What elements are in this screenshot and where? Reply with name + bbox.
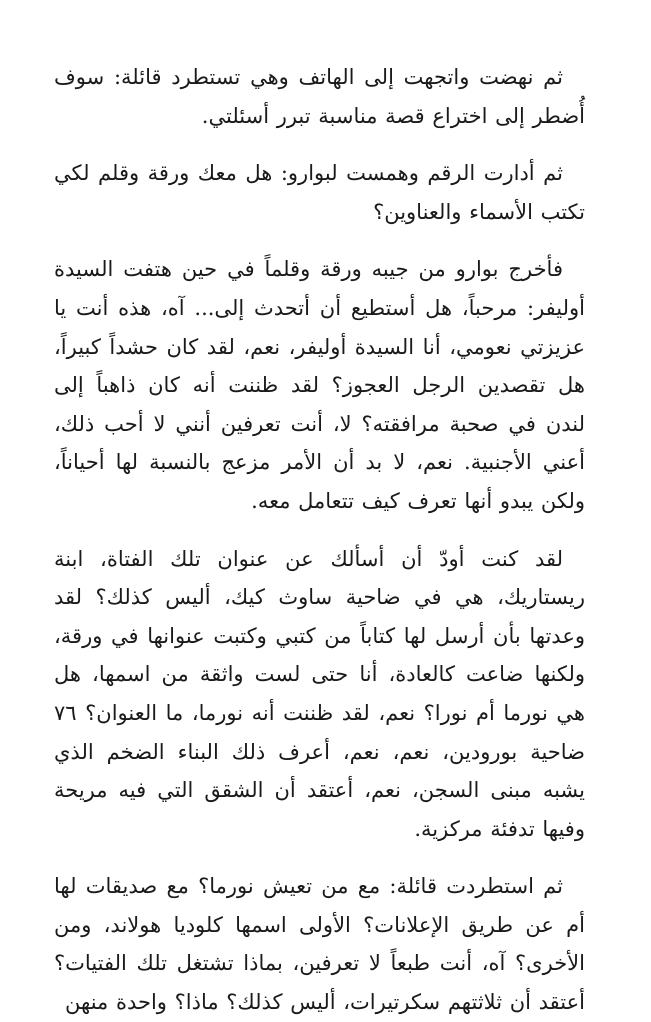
paragraph-4: لقد كنت أودّ أن أسألك عن عنوان تلك الفتاة، ابنة ريستاريك، هي في ضاحية ساوث كيك، أليس كذلك؟ لقد وعدتها بأن أرسل لها كتاباً من كتبي وكتبت عنوانها في ورقة، ولكنها ضاعت كالعادة، أنا حتى لست واثقة من اسمها، هل هي نورما أم نورا؟ نعم، لقد ظننت أنه نورما، ما العنوان؟ ٧٦ ضاحية بورودين، نعم، نعم، أعرف ذلك البناء الضخم الذي يشبه مبنى السجن، نعم، أعتقد أن الشقق التي فيه مريحة وفيها تدفئة مركزية. xyxy=(54,546,585,841)
paragraph-1: ثم نهضت واتجهت إلى الهاتف وهي تستطرد قائلة: سوف أُضطر إلى اختراع قصة مناسبة تبرر أسئلتي. xyxy=(54,65,585,128)
paragraph-5: ثم استطردت قائلة: مع من تعيش نورما؟ مع صديقات لها أم عن طريق الإعلانات؟ الأولى اسمها كلوديا هولاند، ومن الأخرى؟ آه، أنت طبعاً لا تعرفين، بماذا تشتغل تلك الفتيات؟ أعتقد أن ثلاثتهم سكرتيرات، أليس كذلك؟ ماذا؟ واحدة منهن xyxy=(54,874,585,1015)
paragraph-2: ثم أدارت الرقم وهمست لبوارو: هل معك ورقة وقلم لكي تكتب الأسماء والعناوين؟ xyxy=(54,161,585,224)
paragraph-3: فأخرج بوارو من جيبه ورقة وقلماً في حين هتفت السيدة أوليفر: مرحباً، هل أستطيع أن أتحدث إلى... آه، هذه أنت يا عزيزتي نعومي، أنا السيدة أوليفر، نعم، لقد كان حشداً كبيراً، هل تقصدين الرجل العجوز؟ لقد ظننت أنه كان ذاهباً إلى لندن في صحبة مرافقته؟ لا، أنت تعرفين أنني لا أحب ذلك، أعني الأجنبية. نعم، لا بد أن الأمر مزعج بالنسبة لها أحياناً، ولكن يبدو أنها تعرف كيف تتعامل معه. xyxy=(54,257,585,513)
